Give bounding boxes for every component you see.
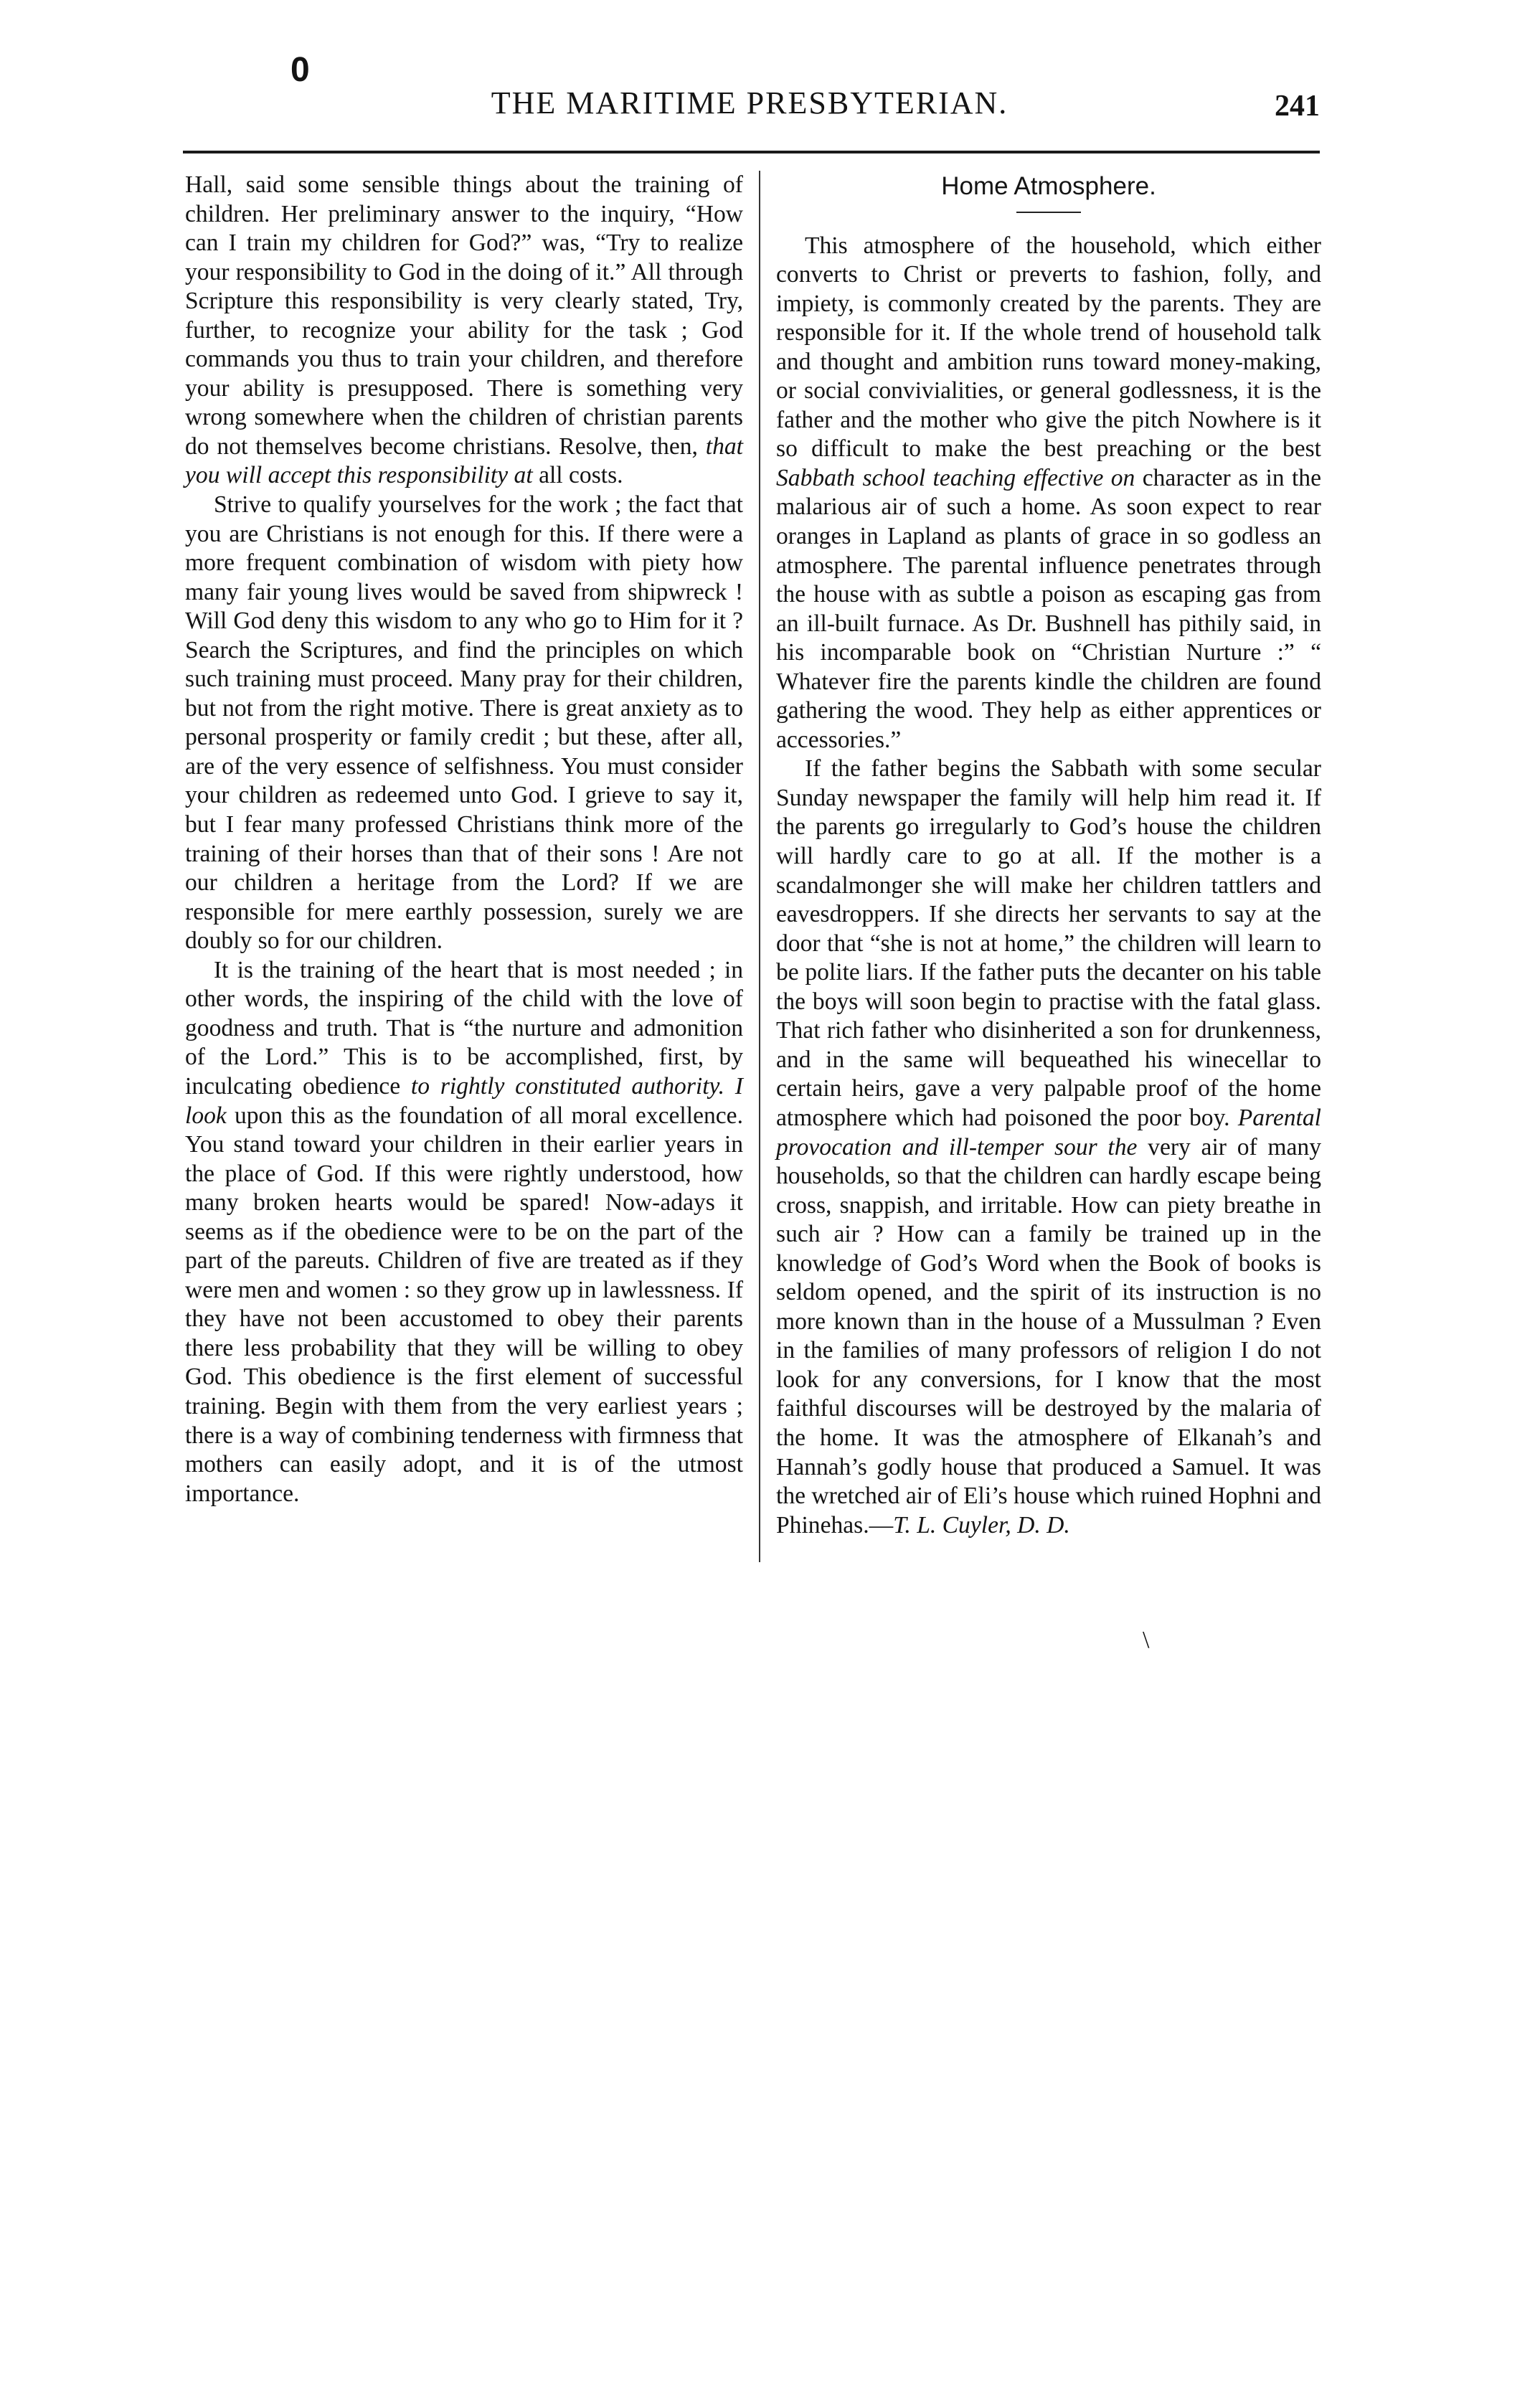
article-title: Home Atmosphere. <box>941 172 1156 200</box>
page-number: 241 <box>1275 90 1320 123</box>
header-rule <box>183 151 1320 153</box>
left-column <box>185 171 743 1508</box>
paragraph: Hall, said some sensible things about the training of children. Her preliminary answer to the inquiry, “How can I train my children for God?” was, “Try to realize your responsibility to God in the doing of it.” All through Scripture this responsibility is very clearly stated, Try, further, to recognize your ability for the task ; God commands you thus to train your children, and therefore your ability is presupposed. There is something very wrong somewhere when the children of christian parents do not themselves become christians. Resolve, then, that you will accept this responsibility at all costs. <box>185 171 743 489</box>
title-rule <box>1016 212 1081 213</box>
column-divider <box>759 171 760 1562</box>
margin-mark: 0 <box>290 51 310 89</box>
running-title: THE MARITIME PRESBYTERIAN. <box>491 85 1008 120</box>
paragraph: If the father begins the Sabbath with some secular Sunday newspaper the family will help him read it. If the parents go irregularly to God’s house the children will hardly care to go at all. If the mother is a scandalmonger she will make her children tattlers and eavesdroppers. If she directs her servants to say at the door that “she is not at home,” the children will learn to be polite liars. If the father puts the decanter on his table the boys will soon begin to practise with the fatal glass. That rich father who disinherited a son for drunkenness, and in the same will bequeathed his winecellar to certain heirs, gave a very palpable proof of the home atmosphere which had poisoned the poor boy. Parental provocation and ill-temper sour the very air of many households, so that the children can hardly escape being cross, snappish, and irritable. How can piety breathe in such air ? How can a family be trained up in the knowledge of God’s Word when the Book of books is seldom opened, and the spirit of its instruction is no more known than in the house of a Mussulman ? Even in the families of many professors of religion I do not look for any conversions, for I know that the most faithful discourses will be destroyed by the malaria of the home. It was the atmosphere of Elkanah’s and Hannah’s godly house that produced a Samuel. It was the wretched air of Eli’s house which ruined Hophni and Phinehas.—T. L. Cuyler, D. D. <box>776 755 1321 1538</box>
author-signature: T. L. Cuyler, D. D. <box>893 1511 1070 1538</box>
page-header <box>179 85 1320 142</box>
paragraph: It is the training of the heart that is most needed ; in other words, the inspiring of the child with the love of goodness and truth. That is “the nurture and admonition of the Lord.” This is to be accomplished, first, by inculcating obedience to rightly constituted authority. I look upon this as the foundation of all moral excellence. You stand toward your children in their earlier years in the place of God. If this were rightly understood, how many broken hearts would be spared! Now-adays it seems as if the obedience were to be on the part of the part of the pareuts. Children of five are treated as if they were men and women : so they grow up in lawlessness. If they have not been accustomed to obey their parents there less probability that they will be willing to obey God. This obedience is the first element of successful training. Begin with them from the very earliest years ; there is a way of combining tenderness with firmness that mothers can easily adopt, and it is of the utmost importance. <box>185 956 743 1507</box>
paragraph: This atmosphere of the household, which either converts to Christ or preverts to fashion, folly, and impiety, is commonly created by the parents. They are responsible for it. If the whole trend of household talk and thought and ambition runs toward money-making, or social convivialities, or general godlessness, it is the father and the mother who give the pitch Nowhere is it so difficult to make the best preaching or the best Sabbath school teaching effective on character as in the malarious air of such a home. As soon expect to rear oranges in Lapland as plants of grace in so godless an atmosphere. The parental influence penetrates through the house with as subtle a poison as escaping gas from an ill-built furnace. As Dr. Bushnell has pithily said, in his incomparable book on “Christian Nurture :” “ Whatever fire the parents kindle the children are found gathering the wood. They help as either apprentices or accessories.” <box>776 232 1321 753</box>
bottom-mark: \ <box>1143 1627 1150 1653</box>
right-column <box>776 171 1321 1540</box>
paragraph: Strive to qualify yourselves for the work ; the fact that you are Christians is not enough for this. If there were a more frequent combination of wisdom with piety how many fair young lives would be saved from shipwreck ! Will God deny this wisdom to any who go to Him for it ? Search the Scriptures, and find the principles on which such training must proceed. Many pray for their children, but not from the right motive. There is great anxiety as to personal prosperity or family credit ; but these, after all, are of the very essence of selfishness. You must consider your children as redeemed unto God. I grieve to say it, but I fear many professed Christians think more of the training of their horses than that of their sons ! Are not our children a heritage from the Lord? If we are responsible for mere earthly possession, surely we are doubly so for our children. <box>185 491 743 955</box>
